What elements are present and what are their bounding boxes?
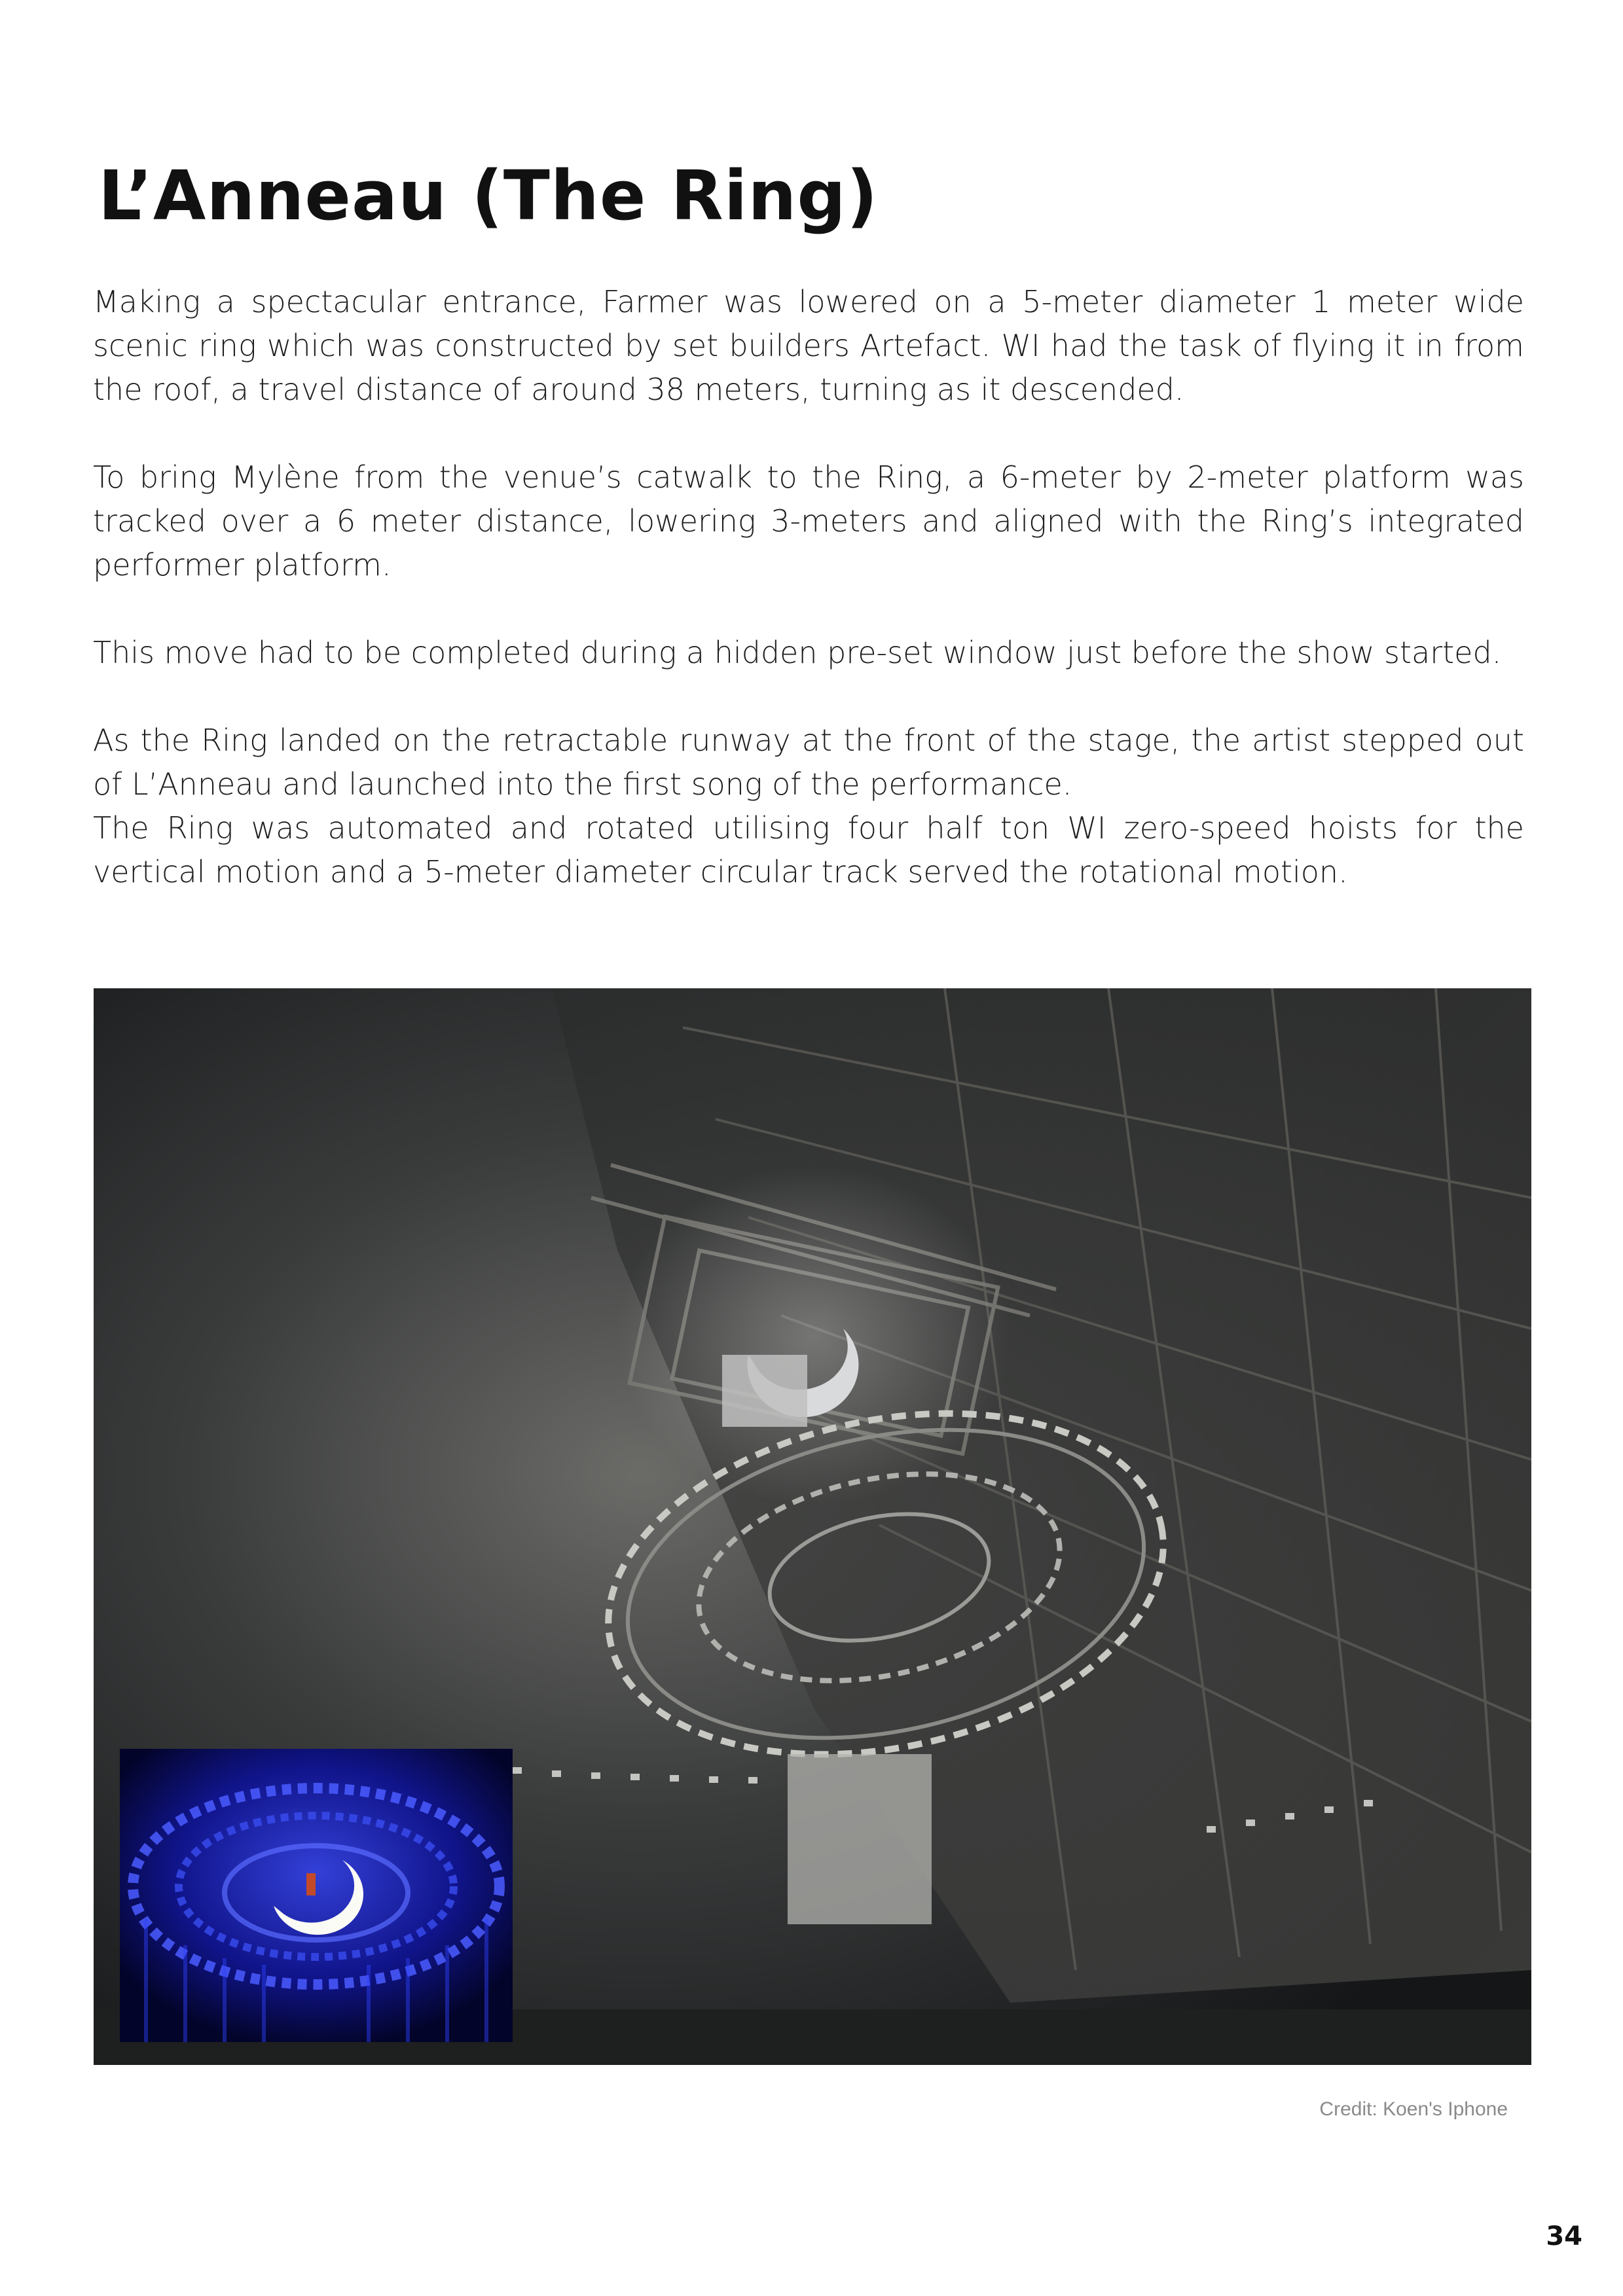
paragraph-platform: To bring Mylène from the venue’s catwalk to the Ring, a 6-meter by 2-meter platform was tracked over a 6 meter distance, lowering 3-meters and aligned with the Ring’s integrated performer platform. bbox=[93, 459, 1524, 583]
ring-performance-inset-photo bbox=[120, 1749, 513, 2042]
article-body bbox=[93, 280, 1524, 938]
paragraph-landing: As the Ring landed on the retractable runway at the front of the stage, the artist stepped out of L’Anneau and launched into the first song of the performance. bbox=[93, 723, 1524, 802]
paragraph-automation: The Ring was automated and rotated utilising four half ton WI zero-speed hoists for the vertical motion and a 5-meter diameter circular track served the rotational motion. bbox=[93, 810, 1524, 889]
page-title: L’Anneau (The Ring) bbox=[98, 156, 879, 236]
paragraph-preset-window: This move had to be completed during a hidden pre-set window just before the show started. bbox=[93, 635, 1502, 670]
photo-credit: Credit: Koen's Iphone bbox=[1319, 2098, 1508, 2120]
paragraph-entrance: Making a spectacular entrance, Farmer was lowered on a 5-meter diameter 1 meter wide scenic ring which was constructed by set builders Artefact. WI had the task of flying it in from the roof, a travel distance of around 38 meters, turning as it descended. bbox=[93, 284, 1524, 407]
page-number: 34 bbox=[1546, 2221, 1582, 2251]
